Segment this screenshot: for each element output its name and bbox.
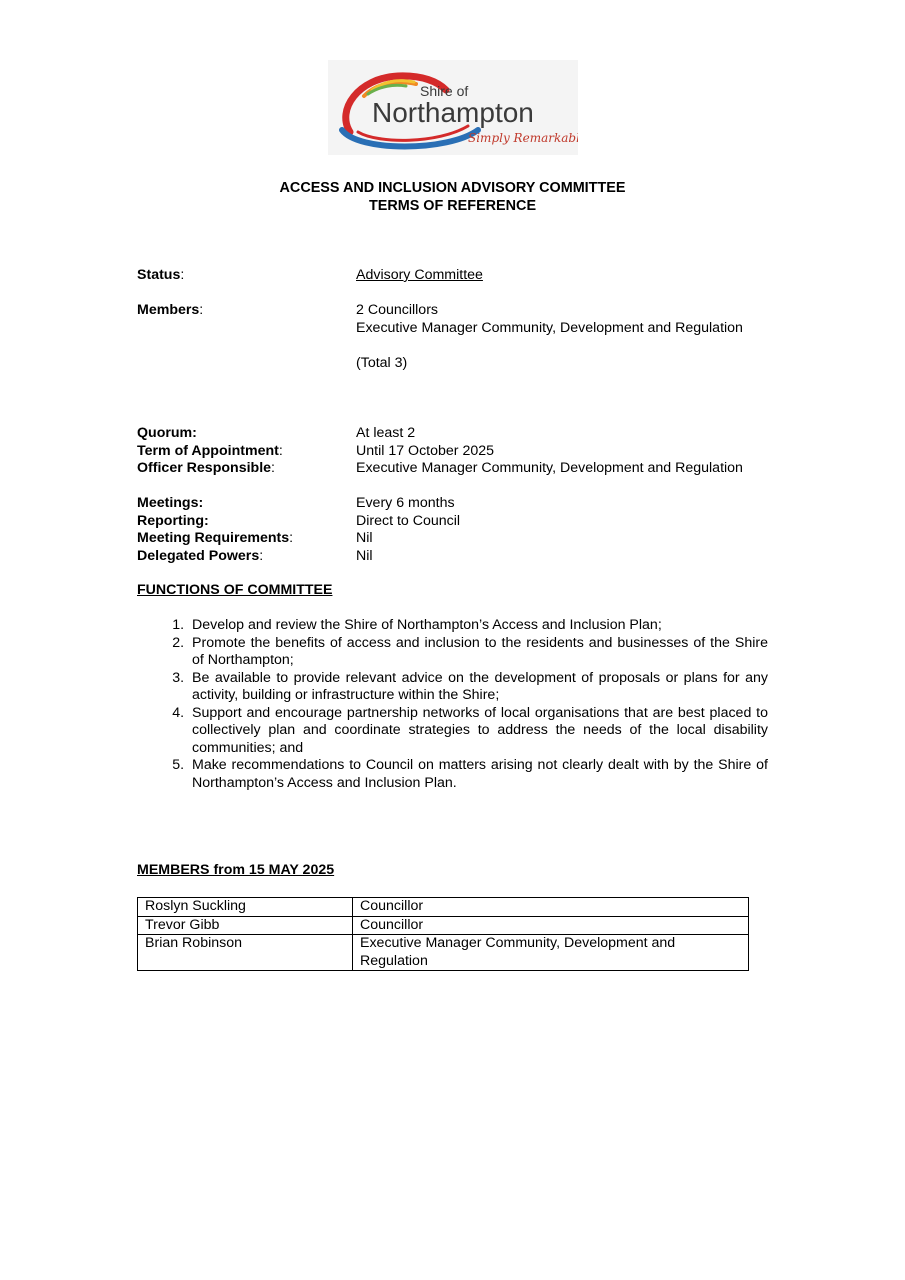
member-table <box>137 897 749 971</box>
member-role: Executive Manager Community, Development and Regulation <box>353 935 749 971</box>
function-item: 5. Make recommendations to Council on matters arising not clearly dealt with by the Shire of Northampton’s Access and Inclusion Plan. <box>192 757 768 792</box>
members-label-row <box>137 302 203 320</box>
title-line1: ACCESS AND INCLUSION ADVISORY COMMITTEE <box>279 180 626 196</box>
members-line1: 2 Councillors <box>356 302 439 318</box>
logo-line1: Shire of <box>420 83 469 99</box>
member-role: Councillor <box>353 916 749 935</box>
requirements-punct: : <box>289 530 294 546</box>
powers-label-row <box>137 548 263 566</box>
meetings-value: Every 6 months <box>356 495 455 511</box>
term-punct: : <box>278 442 283 459</box>
title-line2: TERMS OF REFERENCE <box>368 197 537 214</box>
members-punct: : <box>199 302 204 318</box>
meetings-label: Meetings: <box>137 495 204 511</box>
member-name: Brian Robinson <box>138 935 353 971</box>
quorum-label: Quorum: <box>137 425 197 441</box>
table-row <box>138 898 749 917</box>
shire-logo-graphic <box>328 60 578 155</box>
status-label: Status <box>137 267 181 283</box>
member-role: Councillor <box>353 898 749 917</box>
status-label-row <box>137 267 184 285</box>
table-row <box>138 935 749 971</box>
term-label: Term of Appointment <box>137 442 279 459</box>
members-label: Members <box>137 302 200 318</box>
officer-label-row <box>137 460 275 478</box>
member-name: Roslyn Suckling <box>138 898 353 917</box>
table-row <box>138 916 749 935</box>
function-item: 2. Promote the benefits of access and inclusion to the residents and businesses of the Shire of Northampton; <box>192 635 768 670</box>
powers-label: Delegated Powers <box>137 547 260 564</box>
powers-value: Nil <box>356 547 373 564</box>
officer-label: Officer Responsible <box>137 460 272 476</box>
reporting-label: Reporting: <box>137 512 209 529</box>
officer-punct: : <box>271 460 275 476</box>
document-title <box>0 180 905 215</box>
functions-list <box>137 617 768 792</box>
logo-tagline: Simply Remarkable <box>468 131 578 145</box>
member-name: Trevor Gibb <box>138 916 353 935</box>
reporting-value: Direct to Council <box>356 512 461 529</box>
function-item: 3. Be available to provide relevant advice on the development of proposals or plans for any activity, building or infrastructure within the Shire; <box>192 670 768 705</box>
requirements-label: Meeting Requirements <box>137 530 290 546</box>
member-list-heading: MEMBERS from 15 MAY 2025 <box>137 862 335 878</box>
members-total: (Total 3) <box>356 354 408 371</box>
shire-logo <box>328 60 578 155</box>
status-value: Advisory Committee <box>356 267 483 283</box>
function-item: 1. Develop and review the Shire of Northampton’s Access and Inclusion Plan; <box>192 617 768 635</box>
members-line2: Executive Manager Community, Development and Regulation <box>356 319 743 336</box>
functions-heading: FUNCTIONS OF COMMITTEE <box>137 582 333 598</box>
powers-punct: : <box>259 547 264 564</box>
requirements-label-row <box>137 530 293 548</box>
status-punct: : <box>180 267 185 283</box>
status-value-row <box>356 267 756 285</box>
requirements-value: Nil <box>356 530 373 546</box>
term-label-row <box>137 443 283 461</box>
quorum-value: At least 2 <box>356 425 416 441</box>
term-value: Until 17 October 2025 <box>356 442 495 459</box>
function-item: 4. Support and encourage partnership networks of local organisations that are best placed to collectively plan and coordinate strategies to address the needs of the local disability communities; and <box>192 705 768 758</box>
logo-line2: Northampton <box>372 97 534 128</box>
officer-value: Executive Manager Community, Development and Regulation <box>356 460 743 476</box>
members-value-row <box>356 302 756 372</box>
